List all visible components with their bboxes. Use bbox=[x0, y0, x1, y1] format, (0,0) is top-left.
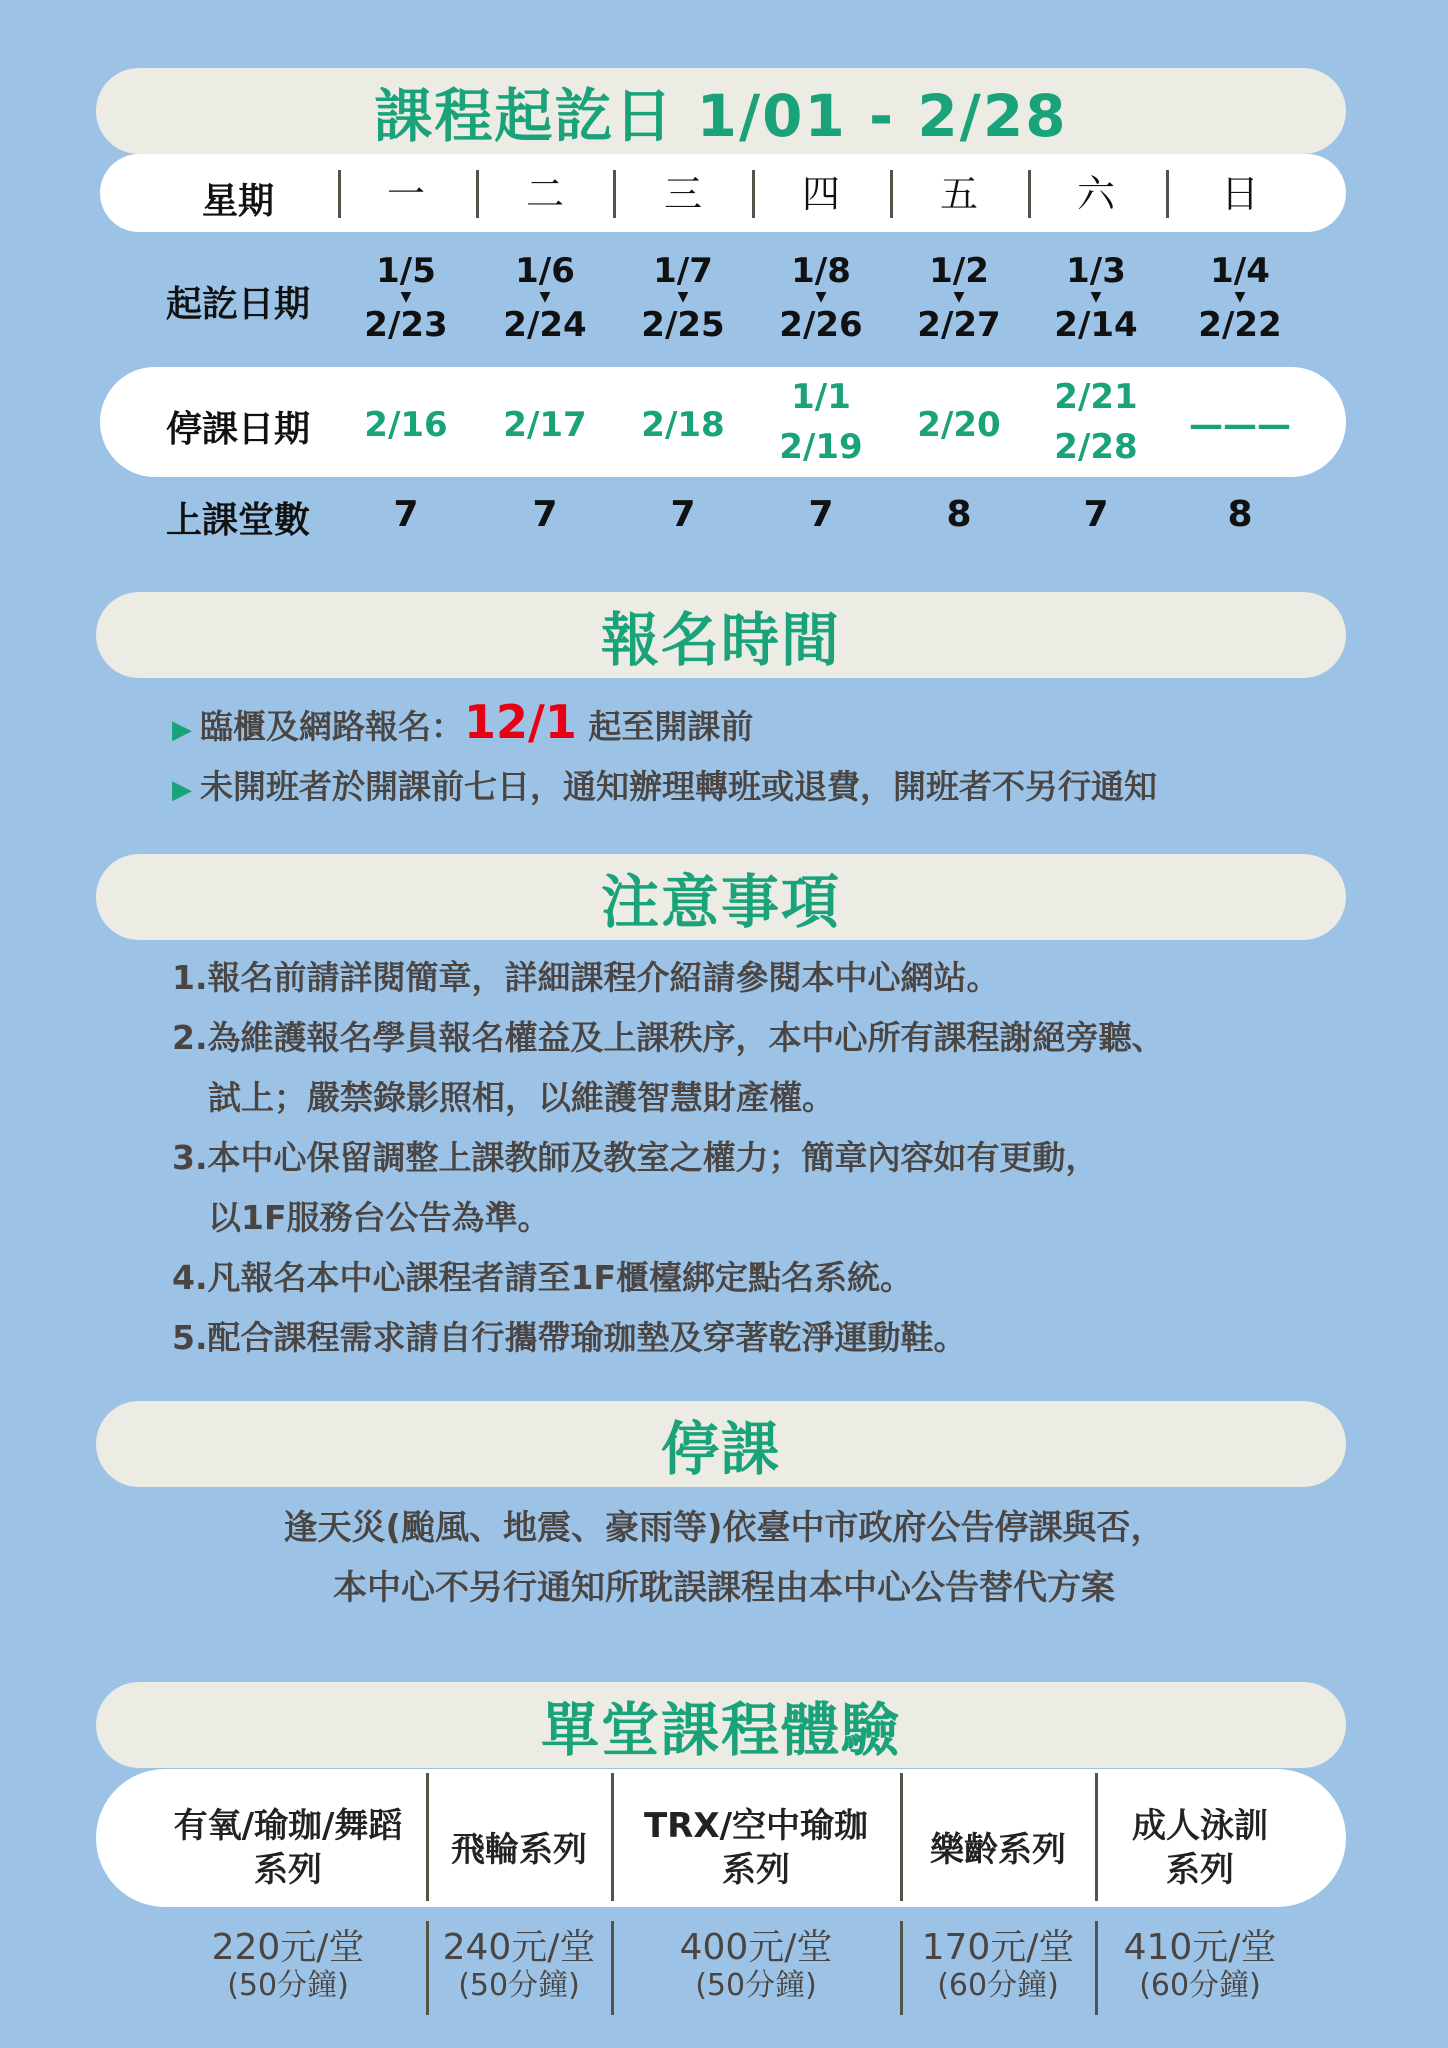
off-date-cell bbox=[641, 400, 724, 450]
registration-line-2-text: 未開班者於開課前七日，通知辦理轉班或退費，開班者不另行通知 bbox=[200, 767, 1157, 806]
trial-price bbox=[680, 1929, 833, 2005]
arrow-down-icon: ▼ bbox=[1234, 289, 1246, 305]
column-separator bbox=[611, 1773, 614, 1901]
bullet-triangle-icon: ▶ bbox=[172, 775, 192, 805]
class-count-cell: 7 bbox=[1083, 494, 1109, 535]
arrow-down-icon: ▼ bbox=[1090, 289, 1102, 305]
end-date: 2/22 bbox=[1198, 305, 1282, 345]
column-separator bbox=[611, 1921, 614, 2015]
suspension-title-bar bbox=[96, 1401, 1346, 1487]
off-date-cell bbox=[364, 400, 447, 450]
trial-course-name bbox=[644, 1804, 868, 1892]
start-date: 1/3 bbox=[1066, 251, 1126, 291]
trial-course-name bbox=[451, 1828, 587, 1872]
off-date-cell bbox=[917, 400, 1000, 450]
trial-price bbox=[1124, 1929, 1277, 2005]
class-count-cell: 7 bbox=[532, 494, 558, 535]
note-line: 5.配合課程需求請自行攜帶瑜珈墊及穿著乾淨運動鞋。 bbox=[172, 1318, 967, 1357]
trial-title-bar bbox=[96, 1682, 1346, 1768]
arrow-down-icon: ▼ bbox=[400, 289, 412, 305]
start-date: 1/8 bbox=[791, 251, 851, 291]
start-date: 1/6 bbox=[515, 251, 575, 291]
start-date: 1/5 bbox=[376, 251, 436, 291]
off-date: 2/28 bbox=[1054, 427, 1138, 467]
column-separator bbox=[1095, 1921, 1098, 2015]
trial-course-name bbox=[174, 1804, 403, 1892]
column-separator bbox=[338, 170, 341, 218]
end-date: 2/14 bbox=[1054, 305, 1138, 345]
weekday-cell: 四 bbox=[801, 172, 841, 216]
price-per-class: 400元/堂 bbox=[679, 1927, 833, 1968]
class-duration: (50分鐘) bbox=[227, 1968, 349, 2003]
class-duration: (60分鐘) bbox=[1139, 1968, 1261, 2003]
class-count-cell: 7 bbox=[670, 494, 696, 535]
schedule-title-bar bbox=[96, 68, 1346, 154]
date-range-cell bbox=[364, 248, 447, 350]
off-dates-label: 停課日期 bbox=[165, 409, 311, 450]
trial-price bbox=[443, 1929, 596, 2005]
price-per-class: 220元/堂 bbox=[211, 1927, 365, 1968]
arrow-down-icon: ▼ bbox=[815, 289, 827, 305]
class-count-cell: 8 bbox=[1227, 494, 1253, 535]
off-date-cell bbox=[1054, 372, 1137, 472]
trial-price bbox=[212, 1929, 365, 2005]
arrow-down-icon: ▼ bbox=[677, 289, 689, 305]
course-name-line: 系列 bbox=[721, 1850, 790, 1890]
date-range-cell bbox=[641, 248, 724, 350]
weekday-cell: 五 bbox=[939, 172, 979, 216]
class-count-cell: 7 bbox=[808, 494, 834, 535]
off-date: 2/21 bbox=[1054, 377, 1138, 417]
registration-line-1-prefix: 臨櫃及網路報名： bbox=[200, 707, 464, 746]
end-date: 2/25 bbox=[641, 305, 725, 345]
price-per-class: 410元/堂 bbox=[1123, 1927, 1277, 1968]
course-name-line: 有氧/瑜珈/舞蹈 bbox=[173, 1806, 403, 1846]
start-date: 1/4 bbox=[1210, 251, 1270, 291]
course-name-line: 成人泳訓 bbox=[1132, 1806, 1268, 1846]
course-name-line: 系列 bbox=[1166, 1850, 1234, 1890]
note-line: 以1F服務台公告為準。 bbox=[208, 1198, 551, 1237]
schedule-title: 課程起訖日 1/01 - 2/28 bbox=[374, 82, 1068, 150]
column-separator bbox=[1095, 1773, 1098, 1901]
column-separator bbox=[900, 1773, 903, 1901]
notes-title-bar bbox=[96, 854, 1346, 940]
off-date: 2/17 bbox=[503, 405, 587, 445]
suspension-title: 停課 bbox=[660, 1415, 781, 1483]
column-separator bbox=[476, 170, 479, 218]
off-date: 1/1 bbox=[791, 377, 851, 417]
weekday-header-row bbox=[100, 154, 1346, 232]
arrow-down-icon: ▼ bbox=[953, 289, 965, 305]
registration-open-date: 12/1 bbox=[464, 695, 577, 749]
column-separator bbox=[613, 170, 616, 218]
off-date-cell bbox=[779, 372, 862, 472]
date-range-cell bbox=[1054, 248, 1137, 350]
class-count-cell: 7 bbox=[393, 494, 419, 535]
bullet-triangle-icon: ▶ bbox=[172, 715, 192, 745]
column-separator bbox=[752, 170, 755, 218]
suspension-line-1: 逢天災(颱風、地震、豪雨等)依臺中市政府公告停課與否， bbox=[283, 1508, 1165, 1548]
off-date: 2/16 bbox=[364, 405, 448, 445]
date-range-cell bbox=[779, 248, 862, 350]
column-separator bbox=[426, 1921, 429, 2015]
end-date: 2/23 bbox=[364, 305, 448, 345]
date-range-cell bbox=[503, 248, 586, 350]
end-date: 2/24 bbox=[503, 305, 587, 345]
course-name-line: TRX/空中瑜珈 bbox=[643, 1806, 869, 1846]
end-date: 2/27 bbox=[917, 305, 1001, 345]
registration-line-2 bbox=[172, 762, 1157, 815]
class-count-label: 上課堂數 bbox=[165, 500, 311, 541]
end-date: 2/26 bbox=[779, 305, 863, 345]
column-separator bbox=[1028, 170, 1031, 218]
weekday-cell: 六 bbox=[1076, 172, 1116, 216]
class-count-cell: 8 bbox=[946, 494, 972, 535]
trial-title: 單堂課程體驗 bbox=[540, 1696, 901, 1764]
off-date-cell bbox=[1189, 400, 1291, 450]
start-date: 1/2 bbox=[929, 251, 989, 291]
column-separator bbox=[890, 170, 893, 218]
notes-title: 注意事項 bbox=[600, 868, 841, 936]
column-separator bbox=[900, 1921, 903, 2015]
course-name-line: 樂齡系列 bbox=[930, 1830, 1066, 1870]
class-duration: (60分鐘) bbox=[937, 1968, 1059, 2003]
date-range-cell bbox=[1198, 248, 1281, 350]
course-name-line: 飛輪系列 bbox=[451, 1830, 587, 1870]
note-line: 3.本中心保留調整上課教師及教室之權力；簡章內容如有更動， bbox=[172, 1138, 1099, 1177]
weekday-cell: 三 bbox=[663, 172, 703, 216]
registration-line-1-suffix: 起至開課前 bbox=[576, 707, 754, 746]
weekday-cell: 日 bbox=[1220, 172, 1260, 216]
column-separator bbox=[426, 1773, 429, 1901]
trial-course-name bbox=[930, 1828, 1066, 1872]
note-line: 1.報名前請詳閱簡章，詳細課程介紹請參閱本中心網站。 bbox=[172, 958, 1000, 997]
registration-line-1 bbox=[172, 694, 753, 758]
price-per-class: 170元/堂 bbox=[921, 1927, 1075, 1968]
off-date-cell bbox=[503, 400, 586, 450]
suspension-line-2: 本中心不另行通知所耽誤課程由本中心公告替代方案 bbox=[333, 1568, 1115, 1608]
off-date: 2/19 bbox=[779, 427, 863, 467]
date-range-cell bbox=[917, 248, 1000, 350]
trial-course-name bbox=[1132, 1804, 1268, 1892]
course-name-line: 系列 bbox=[254, 1850, 322, 1890]
arrow-down-icon: ▼ bbox=[539, 289, 551, 305]
date-range-label: 起訖日期 bbox=[165, 284, 311, 325]
trial-price bbox=[922, 1929, 1075, 2005]
off-date: 2/20 bbox=[917, 405, 1001, 445]
class-duration: (50分鐘) bbox=[458, 1968, 580, 2003]
note-line: 試上；嚴禁錄影照相，以維護智慧財產權。 bbox=[208, 1078, 835, 1117]
note-line: 4.凡報名本中心課程者請至1F櫃檯綁定點名系統。 bbox=[172, 1258, 914, 1297]
weekday-cell: 一 bbox=[386, 172, 426, 216]
price-per-class: 240元/堂 bbox=[442, 1927, 596, 1968]
column-separator bbox=[1166, 170, 1169, 218]
start-date: 1/7 bbox=[653, 251, 713, 291]
off-date: ——— bbox=[1189, 405, 1291, 445]
registration-title: 報名時間 bbox=[600, 606, 841, 674]
off-date: 2/18 bbox=[641, 405, 725, 445]
class-duration: (50分鐘) bbox=[695, 1968, 817, 2003]
note-line: 2.為維護報名學員報名權益及上課秩序，本中心所有課程謝絕旁聽、 bbox=[172, 1018, 1165, 1057]
weekday-header-label: 星期 bbox=[201, 181, 275, 222]
weekday-cell: 二 bbox=[525, 172, 565, 216]
registration-title-bar bbox=[96, 592, 1346, 678]
